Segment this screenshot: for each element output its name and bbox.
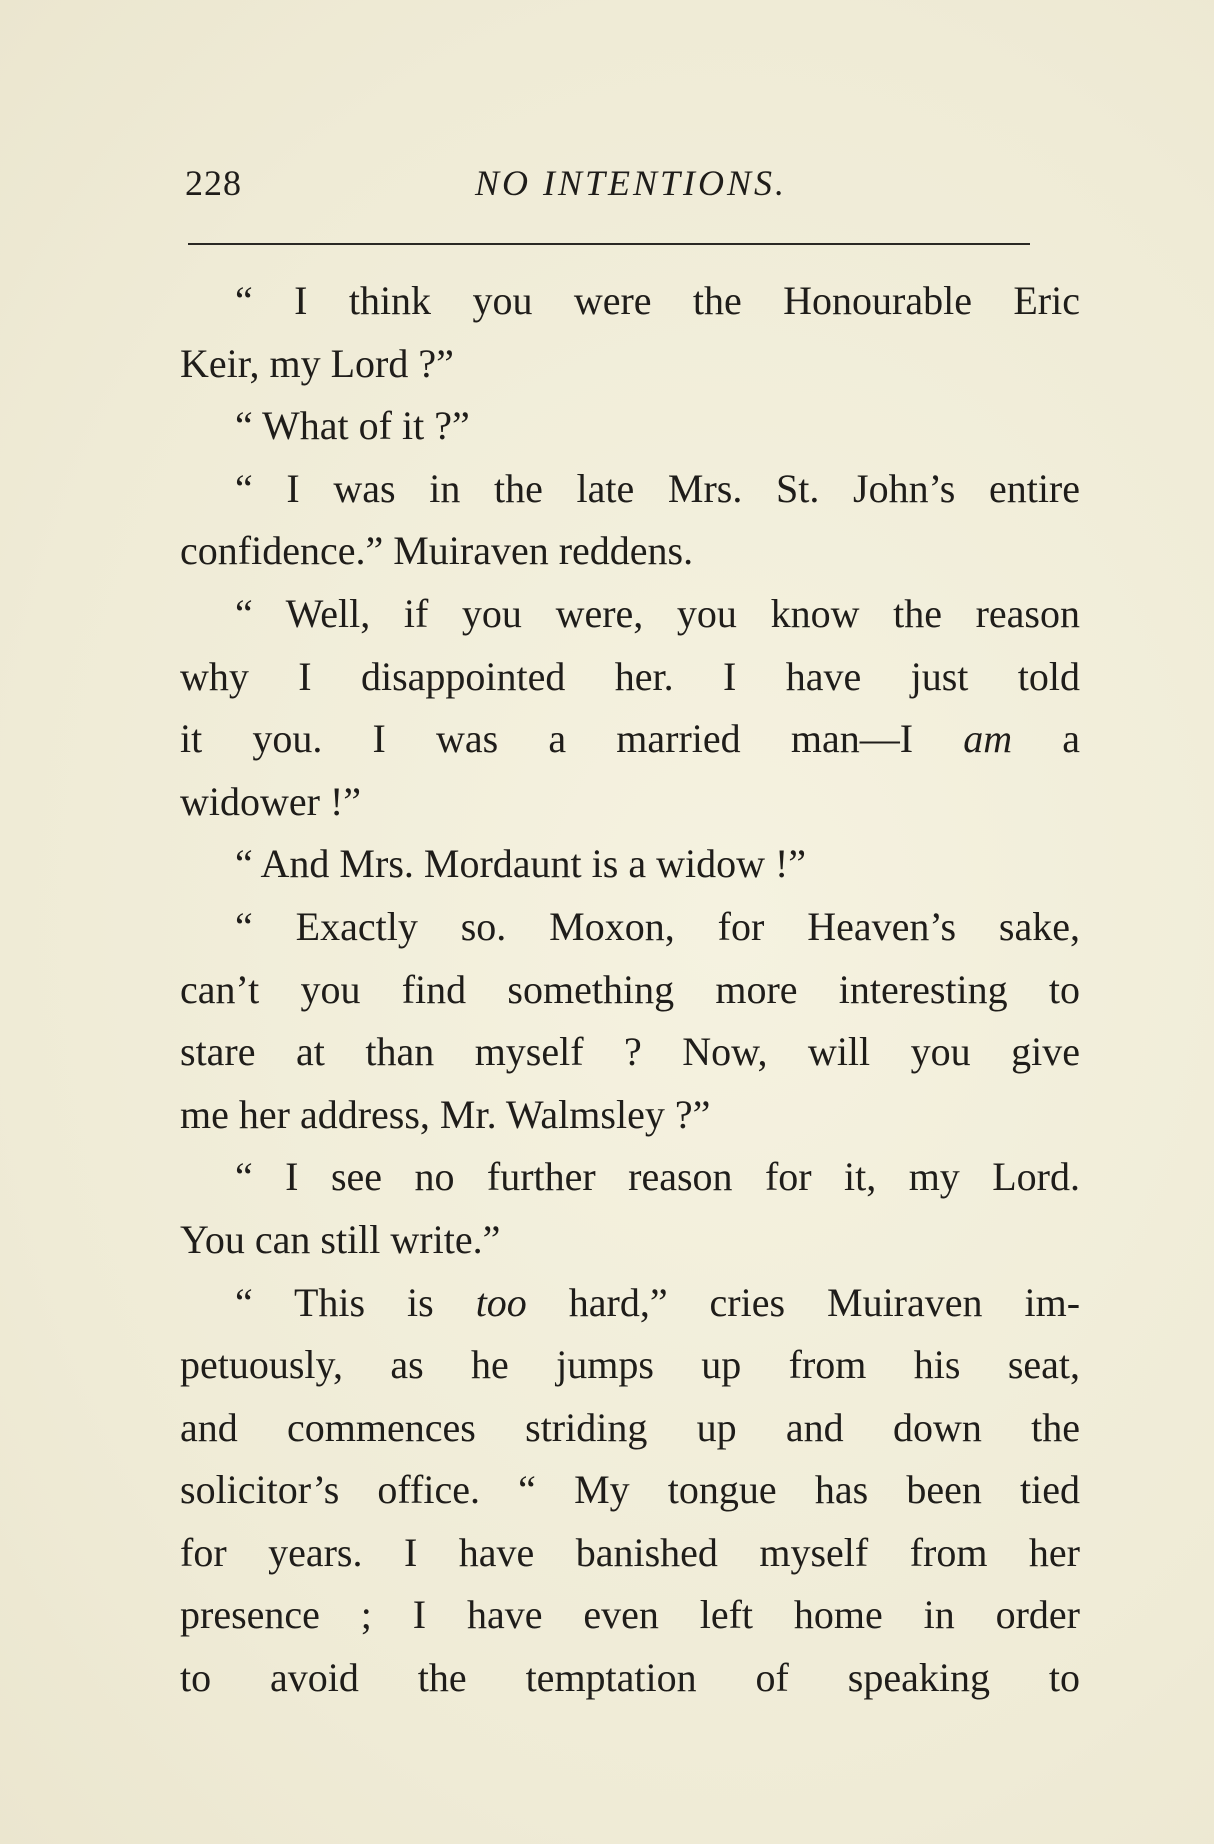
italic-word: too [475, 1279, 527, 1325]
text-line: for years. I have banished myself from her [180, 1529, 1080, 1575]
text-line: widower !” [180, 778, 362, 824]
text-line: why I disappointed her. I have just told [180, 653, 1080, 699]
text-line: “ I see no further reason for it, my Lord. [235, 1154, 1080, 1200]
text-line: “ And Mrs. Mordaunt is a widow !” [235, 841, 807, 887]
text-line: “ Well, if you were, you know the reason [235, 590, 1080, 636]
text-line: petuously, as he jumps up from his seat, [180, 1342, 1080, 1388]
text-line [180, 1272, 1080, 1335]
text-line: to avoid the temptation of speaking to [180, 1655, 1080, 1701]
text-segment: it you. I was a married man—I [180, 716, 914, 762]
running-title: NO INTENTIONS. [475, 163, 788, 203]
text-line: and commences striding up and down the [180, 1404, 1080, 1450]
page-number: 228 [185, 163, 242, 203]
text-line: “ Exactly so. Moxon, for Heaven’s sake, [235, 903, 1080, 949]
text-line: me her address, Mr. Walmsley ?” [180, 1091, 711, 1137]
italic-word: am [963, 716, 1013, 762]
text-line: solicitor’s office. “ My tongue has been tied [180, 1467, 1080, 1513]
text-line: stare at than myself ? Now, will you give [180, 1029, 1080, 1075]
text-line: “ I was in the late Mrs. St. John’s entire [235, 465, 1080, 511]
text-line: “ What of it ?” [235, 403, 470, 449]
text-line: Keir, my Lord ?” [180, 340, 454, 386]
text-segment: hard,” cries Muiraven im- [568, 1279, 1081, 1325]
text-line: can’t you find something more interesting to [180, 966, 1080, 1012]
page-header [185, 162, 1030, 212]
text-line: “ I think you were the Honourable Eric [235, 278, 1080, 323]
text-line: confidence.” Muiraven reddens. [180, 528, 694, 574]
body-text [180, 270, 1080, 1710]
text-segment: “ This is [235, 1279, 434, 1325]
text-segment: a [1062, 716, 1081, 762]
header-rule [188, 243, 1030, 245]
text-line: You can still write.” [180, 1216, 501, 1262]
text-line [180, 708, 1080, 771]
text-line: presence ; I have even left home in order [180, 1592, 1080, 1638]
